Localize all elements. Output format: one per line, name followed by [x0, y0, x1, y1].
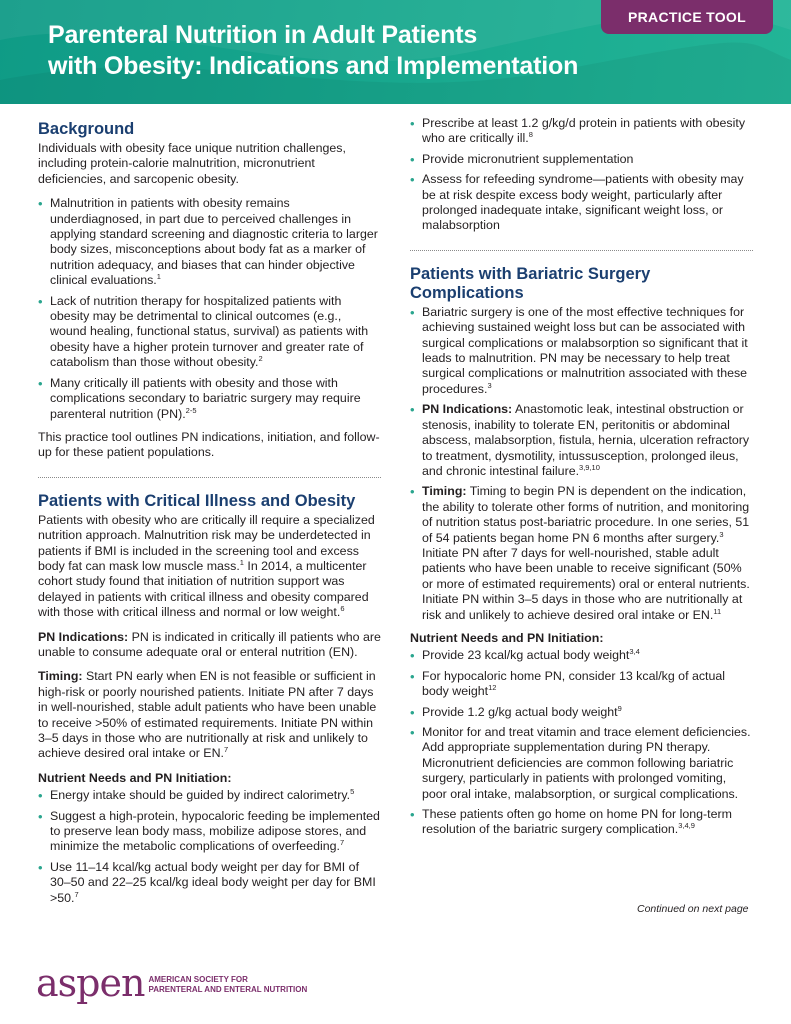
section-divider — [410, 250, 753, 251]
critical-needs-list-continued — [410, 116, 753, 234]
aspen-logo — [36, 961, 308, 1005]
list-item: • Prescribe at least 1.2 g/kg/d protein in patients with obesity who are critically ill.$^8$ — [410, 116, 753, 147]
critical-needs-heading: Nutrient Needs and PN Initiation: — [38, 770, 232, 785]
bariatric-list — [410, 305, 753, 623]
header-banner — [0, 0, 791, 104]
critical-timing: Timing: Start PN early when EN is not feasible or sufficient in high-risk or poorly nourished patients. Initiate PN after 7 days in well-nourished, stable adult patients who have been unable to receive >50% of estimated requirements. Initiate PN within 3–5 days in those who are nutritionally at risk and unlikely to achieve desired oral intake or EN.$^7$ — [38, 669, 377, 761]
list-item: • PN Indications: Anastomotic leak, intestinal obstruction or stenosis, inability to tolerate EN, peritonitis or abdominal abscess, malabsorption, fistula, hernia, ulceration refractory to treatment, dysmotility, intussusception, prolonged ileus, and chronic intestinal failure.$^{3,9,10}$ — [410, 402, 753, 479]
list-item: • Provide 23 kcal/kg actual body weight$^{3,4}$ — [410, 648, 753, 663]
page-title-line-1: Parenteral Nutrition in Adult Patients — [48, 21, 478, 49]
list-item: • For hypocaloric home PN, consider 13 kcal/kg of actual body weight$^{12}$ — [410, 669, 753, 700]
bariatric-needs-heading: Nutrient Needs and PN Initiation: — [410, 630, 604, 645]
critical-illness-heading: Patients with Critical Illness and Obesity — [38, 491, 356, 510]
aspen-wordmark: aspen — [36, 961, 145, 1005]
list-item: • Provide 1.2 g/kg actual body weight$^9$ — [410, 705, 753, 720]
list-item: • Lack of nutrition therapy for hospitalized patients with obesity may be detrimental to clinical outcomes (e.g., wound healing, functional status, survival) as patients with obesity have a higher protein turnover and greater rate of catabolism than those without obesity.$^2$ — [38, 294, 381, 371]
critical-indications: PN Indications: PN is indicated in critically ill patients who are unable to consume adequate oral or enteral nutrition (EN). — [38, 629, 381, 659]
practice-tool-tag: PRACTICE TOOL — [601, 0, 773, 34]
critical-intro: Patients with obesity who are critically ill require a specialized nutrition approach. Malnutrition risk may be underdetected in patients if BMI is included in the screening tool and excess body fat can mask low muscle mass.$^1$ In 2014, a multicenter cohort study found that initiation of nutrition support was delayed in patients with critical illness and obesity compared with those with critical illness and normal or low weight.$^6$ — [38, 512, 375, 620]
page-title-line-2: with Obesity: Indications and Implementation — [48, 52, 579, 80]
list-item: • Suggest a high-protein, hypocaloric feeding be implemented to preserve lean body mass, mobilize adipose stores, and minimize the metabolic complications of overfeeding.$^7$ — [38, 809, 381, 855]
list-item: • These patients often go home on home PN for long-term resolution of the bariatric surgery complication.$^{3,4,9}$ — [410, 807, 753, 838]
background-outro: This practice tool outlines PN indications, initiation, and follow-up for these patient populations. — [38, 429, 380, 460]
critical-needs-list — [38, 788, 381, 906]
aspen-org-name: AMERICAN SOCIETY FOR PARENTERAL AND ENTERAL NUTRITION — [148, 975, 308, 994]
right-column — [410, 116, 753, 846]
background-heading: Background — [38, 120, 135, 138]
list-item: • Bariatric surgery is one of the most effective techniques for achieving sustained weight loss but can be associated with surgical complications or malabsorption so significant that it leads to malnutrition. PN may be necessary to help treat surgical complications or malnutrition associated with these procedures.$^3$ — [410, 305, 753, 397]
page-title — [48, 20, 578, 82]
background-intro: Individuals with obesity face unique nutrition challenges, including protein-calorie malnutrition, micronutrient deficiencies, and sarcopenic obesity. — [38, 141, 346, 186]
continued-note: Continued on next page — [637, 903, 749, 915]
list-item: • Many critically ill patients with obesity and those with complications secondary to bariatric surgery may require parenteral nutrition (PN).$^{2-5}$ — [38, 376, 381, 422]
bariatric-heading: Patients with Bariatric Surgery Complications — [410, 264, 651, 302]
list-item: • Provide micronutrient supplementation — [410, 152, 753, 167]
list-item: • Timing: Timing to begin PN is dependent on the indication, the ability to tolerate other forms of nutrition, and monitoring of nutrition status post-bariatric procedure. In one series, 51 of 54 patients began home PN 6 months after surgery.$^3$ Initiate PN after 7 days for well-nourished, stable adult patients who have been unable to receive significant (50% or more of estimated requirements) oral or enteral nutrients. Initiate PN within 3–5 days in those who are nutritionally at risk and unlikely to achieve desired oral intake or EN.$^{11}$ — [410, 484, 753, 623]
list-item: • Energy intake should be guided by indirect calorimetry.$^5$ — [38, 788, 381, 803]
list-item: • Monitor for and treat vitamin and trace element deficiencies. Add appropriate supplementation during PN therapy. Micronutrient deficiencies are common following bariatric surgery, particularly in patients with prolonged vomiting, poor oral intake, malabsorption, or surgical complications. — [410, 725, 753, 802]
list-item: • Use 11–14 kcal/kg actual body weight per day for BMI of 30–50 and 22–25 kcal/kg ideal body weight per day for BMI >50.$^7$ — [38, 860, 381, 906]
bariatric-needs-list — [410, 648, 753, 837]
list-item: • Malnutrition in patients with obesity remains underdiagnosed, in part due to perceived challenges in applying standard screening and diagnostic criteria to larger body sizes, misconceptions about body fat as a marker of nutrition adequacy, and biases that can hinder objective clinical evaluations.$^1$ — [38, 196, 381, 288]
list-item: • Assess for refeeding syndrome—patients with obesity may be at risk despite excess body weight, particularly after prolonged inadequate intake, significant weight loss, or malabsorption — [410, 172, 753, 234]
section-divider — [38, 477, 381, 478]
background-list — [38, 196, 381, 422]
left-column — [38, 116, 381, 914]
